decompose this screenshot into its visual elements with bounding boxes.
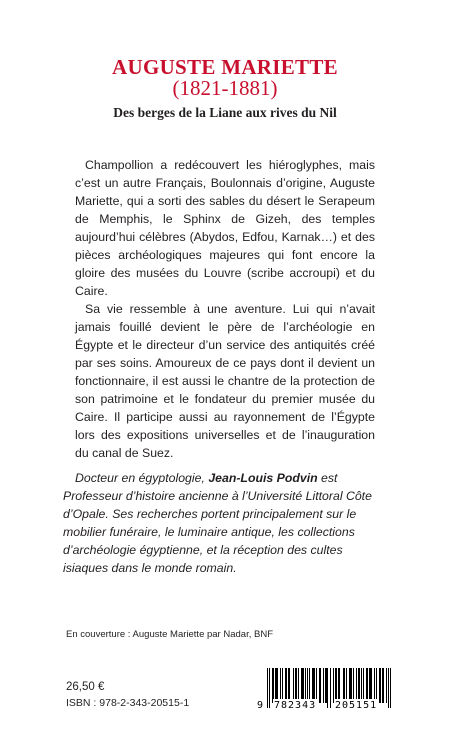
barcode-bar <box>371 668 372 703</box>
barcode-bar <box>367 668 368 703</box>
summary-text <box>75 156 375 462</box>
barcode-bar <box>358 668 359 703</box>
barcode-left-group: 782343 <box>274 700 317 711</box>
barcode-bar <box>276 668 277 703</box>
barcode-bar <box>359 668 360 703</box>
author-name: Jean-Louis Podvin <box>208 471 318 485</box>
barcode-bar <box>272 668 273 703</box>
barcode-bar <box>277 668 278 703</box>
barcode-bar <box>376 668 377 703</box>
barcode-bar <box>325 668 326 703</box>
barcode-first-digit: 9 <box>257 700 264 711</box>
barcode-bar <box>302 668 303 703</box>
book-title: AUGUSTE MARIETTE <box>112 55 338 79</box>
barcode-bar <box>314 668 315 703</box>
summary-paragraph: Sa vie ressemble à une aventure. Lui qui n’avait jamais fouillé devient le père de l’archéologie en Égypte et le directeur d’un service des antiquités créé par ses soins. Amoureux de ce pays dont il devient un fonctionnaire, il est aussi le chantre de la protection de son patrimoine et le fondateur du premier musée du Caire. Il participe aussi au rayonnement de l’Égypte lors des expositions universelles et de l’inauguration du canal de Suez. <box>75 302 375 460</box>
barcode-right-group: 205151 <box>335 700 378 711</box>
barcode-bar <box>295 668 296 703</box>
barcode-bar <box>374 668 375 703</box>
barcode-bar <box>326 668 327 703</box>
book-subtitle: Des berges de la Liane aux rives du Nil <box>113 105 337 120</box>
barcode-bar <box>335 668 336 703</box>
barcode-bar <box>361 668 362 703</box>
barcode-bar <box>307 668 308 703</box>
barcode-bar <box>344 668 345 703</box>
author-bio-lead: Docteur en égyptologie, <box>75 471 209 485</box>
barcode-bar <box>333 668 334 703</box>
barcode-bar <box>298 668 299 703</box>
barcode-bar <box>350 668 351 703</box>
barcode-bar <box>280 668 281 703</box>
barcode-bar <box>338 668 339 703</box>
barcode-bar <box>383 668 384 703</box>
barcode-bar <box>366 668 367 703</box>
summary-paragraph: Champollion a redécouvert les hiéroglyphes, mais c’est un autre Français, Boulonnais d’origine, Auguste Mariette, qui a sorti des sables du désert le Serapeum de Memphis, le Sphinx de Gizeh, des temples aujourd’hui célèbres (Abydos, Edfou, Karnak…) et des pièces archéologiques majeures qui font encore la gloire des musées du Louvre (scribe accroupi) et du Caire. <box>75 158 375 298</box>
barcode-bar <box>343 668 344 703</box>
barcode-bar <box>309 668 310 703</box>
barcode-bar <box>288 668 289 703</box>
barcode-bar <box>339 668 340 703</box>
barcode-bar <box>346 668 347 703</box>
barcode-bar <box>323 668 324 703</box>
barcode-bar <box>356 668 357 703</box>
barcode-bar <box>301 668 302 703</box>
barcode-bar <box>282 668 283 703</box>
barcode-bar <box>370 668 371 703</box>
barcode-bar <box>273 668 274 703</box>
barcode-bar <box>336 668 337 703</box>
barcode-bar <box>305 668 306 703</box>
barcode-bar <box>293 668 294 703</box>
barcode-bar <box>296 668 297 703</box>
book-dates: (1821-1881) <box>172 76 278 100</box>
barcode-bar <box>349 668 350 703</box>
barcode-bar <box>316 668 317 703</box>
barcode-bar <box>351 668 352 703</box>
barcode-bar <box>312 668 313 703</box>
price: 26,50 € <box>66 681 105 693</box>
barcode-bar <box>386 668 387 703</box>
author-bio-rest: est Professeur d’histoire ancienne à l’Université Littoral Côte d’Opale. Ses recherches portent principalement sur le mobilier funéraire, le luminaire antique, les collections d’archéologie égyptienne, et la réception des cultes isiaques dans le monde romain. <box>63 471 372 575</box>
barcode-bar <box>319 668 320 703</box>
cover-credit: En couverture : Auguste Mariette par Nadar, BNF <box>66 629 273 640</box>
barcode-bar <box>382 668 383 703</box>
barcode-bar <box>286 668 287 703</box>
barcode-bar <box>369 668 370 703</box>
barcode-bar <box>353 668 354 703</box>
barcode-bar <box>380 668 381 703</box>
barcode-bar <box>363 668 364 703</box>
author-bio <box>63 469 383 577</box>
barcode-bar <box>320 668 321 703</box>
barcode-digits <box>257 699 397 713</box>
barcode-bar <box>313 668 314 703</box>
barcode-bar <box>285 668 286 703</box>
barcode-bar <box>289 668 290 703</box>
barcode-bar <box>275 668 276 703</box>
isbn: ISBN : 978-2-343-20515-1 <box>66 697 190 709</box>
barcode-bar <box>303 668 304 703</box>
barcode-bar <box>379 668 380 703</box>
